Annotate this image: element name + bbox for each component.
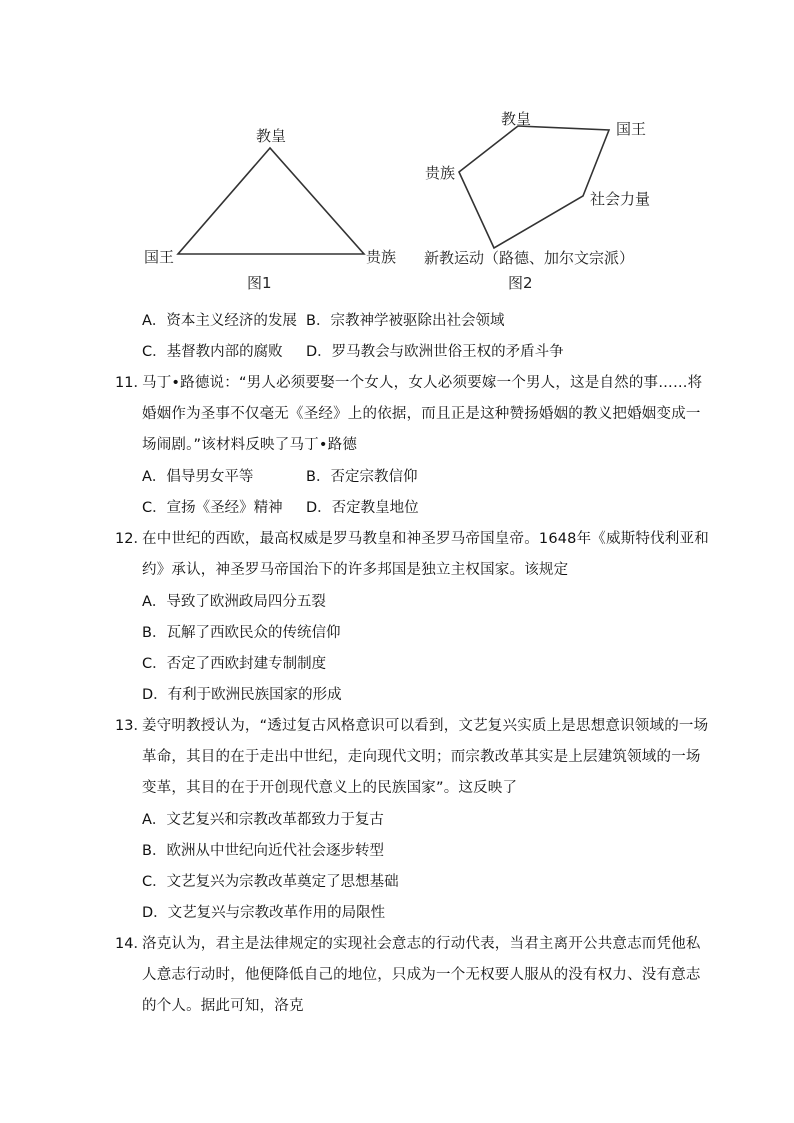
q13-stem-line-2: 革命，其目的在于走出中世纪，走向现代文明；而宗教改革其实是上层建筑领域的一场 <box>142 749 701 765</box>
q13-stem-line-1: 姜守明教授认为，“透过复古风格意识可以看到，文艺复兴实质上是思想意识领域的一场 <box>142 718 709 734</box>
q11-stem-line-3: 场闹剧。”该材料反映了马丁•路德 <box>142 437 358 453</box>
q12-number: 12． <box>115 531 148 547</box>
q11-option-b: B．否定宗教信仰 <box>306 469 418 485</box>
q12-option-c: C．否定了西欧封建专制制度 <box>142 656 327 672</box>
q10-option-a: A．资本主义经济的发展 <box>142 313 297 329</box>
figure-1-caption: 图1 <box>247 274 272 292</box>
q10-option-d: D．罗马教会与欧洲世俗王权的矛盾斗争 <box>306 344 564 360</box>
figure-2-label-reform: 新教运动（路德、加尔文宗派） <box>424 249 635 267</box>
q13-option-a: A．文艺复兴和宗教改革都致力于复古 <box>142 812 384 828</box>
figure-2-pentagon <box>459 126 609 248</box>
q14-stem-line-3: 的个人。据此可知，洛克 <box>142 998 304 1014</box>
figures-area <box>0 0 794 300</box>
q12-stem-line-2: 约》承认，神圣罗马帝国治下的许多邦国是独立主权国家。该规定 <box>142 562 569 578</box>
q10-option-b: B．宗教神学被驱除出社会领域 <box>306 313 505 329</box>
figure-1 <box>144 127 396 292</box>
figure-2 <box>424 110 650 292</box>
figure-2-label-nobles: 贵族 <box>425 164 456 182</box>
q11-stem-line-1: 马丁•路德说：“男人必须要娶一个女人，女人必须要嫁一个男人，这是自然的事……将 <box>142 375 703 391</box>
q11-option-c: C．宣扬《圣经》精神 <box>142 500 283 516</box>
q13-option-d: D．文艺复兴与宗教改革作用的局限性 <box>142 905 386 921</box>
q13-number: 13． <box>115 718 148 734</box>
figure-1-label-pope: 教皇 <box>256 127 287 145</box>
q13-option-b: B．欧洲从中世纪向近代社会逐步转型 <box>142 843 384 859</box>
q11-number: 11． <box>115 375 148 391</box>
q12-option-b: B．瓦解了西欧民众的传统信仰 <box>142 625 341 641</box>
q11-option-a: A．倡导男女平等 <box>142 469 254 485</box>
q12-option-d: D．有利于欧洲民族国家的形成 <box>142 687 342 703</box>
figure-2-caption: 图2 <box>508 274 533 292</box>
q14-stem-line-1: 洛克认为，君主是法律规定的实现社会意志的行动代表，当君主离开公共意志而凭他私 <box>142 936 701 952</box>
q13-option-c: C．文艺复兴为宗教改革奠定了思想基础 <box>142 874 399 890</box>
figure-1-triangle <box>178 148 364 254</box>
q13-stem-line-3: 变革，其目的在于开创现代意义上的民族国家”。这反映了 <box>142 780 518 796</box>
q14-stem-line-2: 人意志行动时，他便降低自己的地位，只成为一个无权要人服从的没有权力、没有意志 <box>142 967 701 983</box>
figure-1-label-king: 国王 <box>144 248 175 266</box>
figure-1-label-nobles: 贵族 <box>366 248 397 266</box>
figure-2-label-pope: 教皇 <box>501 110 532 128</box>
q10-option-c: C．基督教内部的腐败 <box>142 344 283 360</box>
q12-option-a: A．导致了欧洲政局四分五裂 <box>142 594 326 610</box>
figure-2-label-king: 国王 <box>616 120 647 138</box>
q11-option-d: D．否定教皇地位 <box>306 500 419 516</box>
q11-stem-line-2: 婚姻作为圣事不仅毫无《圣经》上的依据，而且正是这种赞扬婚姻的教义把婚姻变成一 <box>142 406 701 422</box>
q14-number: 14． <box>115 936 148 952</box>
q12-stem-line-1: 在中世纪的西欧，最高权威是罗马教皇和神圣罗马帝国皇帝。1648年《威斯特伐利亚和 <box>142 531 709 547</box>
figure-2-label-social: 社会力量 <box>590 190 651 208</box>
